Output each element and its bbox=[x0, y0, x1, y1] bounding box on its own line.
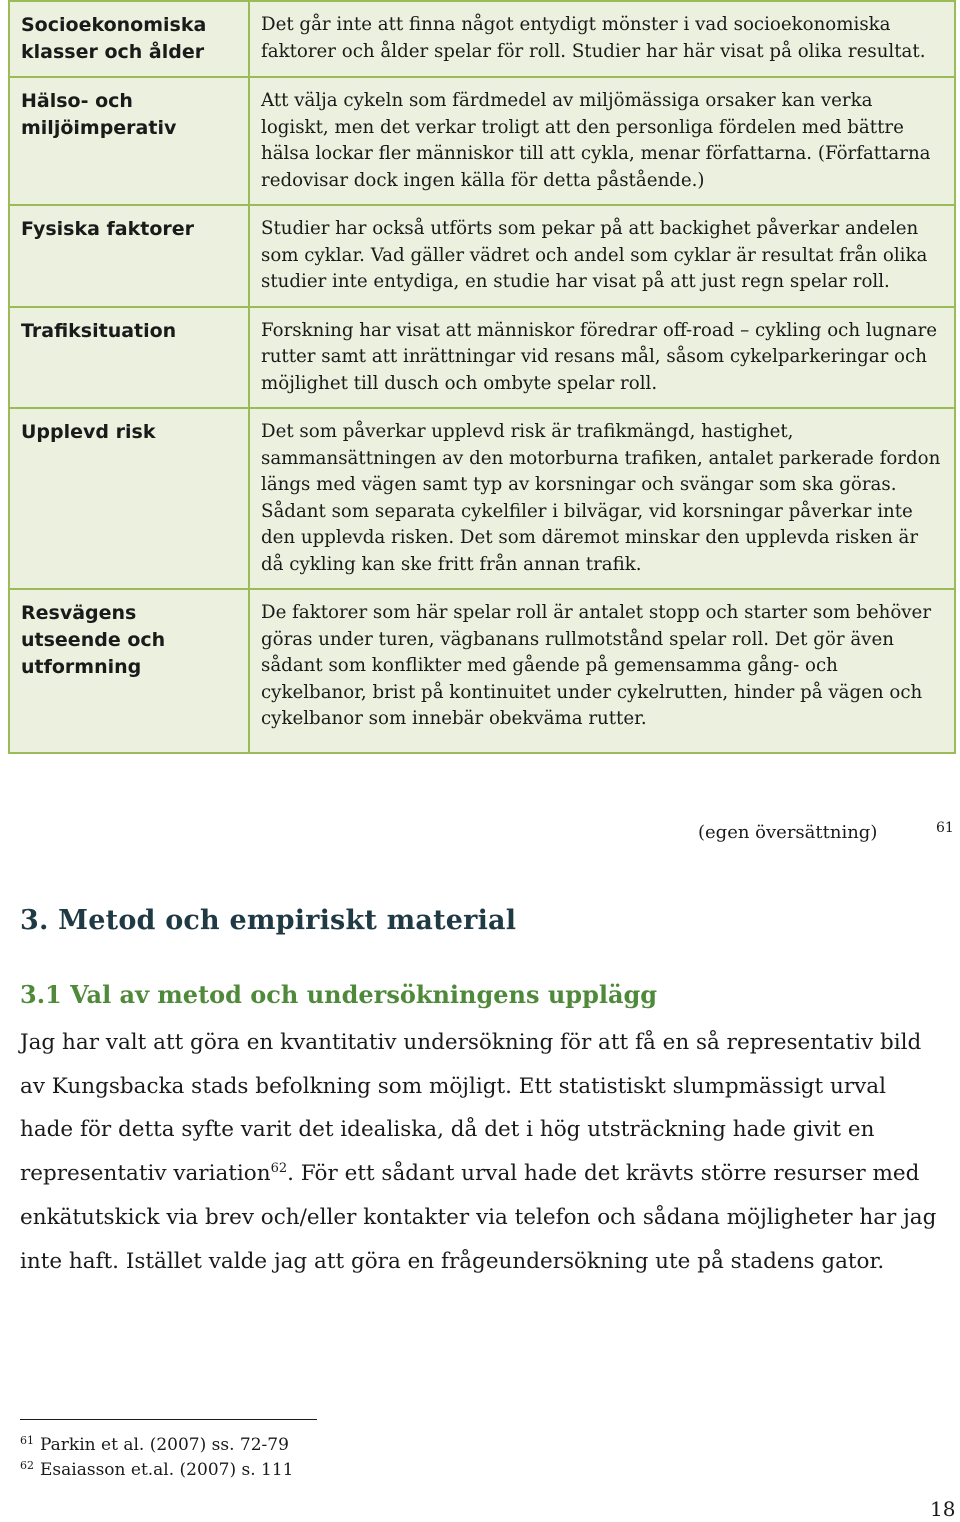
footnote-reference: 62 bbox=[270, 1161, 288, 1177]
footnote-text: Parkin et al. (2007) ss. 72-79 bbox=[40, 1435, 289, 1455]
table-row bbox=[9, 408, 955, 589]
page-number: 18 bbox=[930, 1497, 956, 1521]
footnote-number: 62 bbox=[20, 1459, 34, 1472]
factor-description: Det som påverkar upplevd risk är trafikmängd, hastighet, sammansättningen av den motorburna trafiken, antalet parkerade fordon längs med vägen samt typ av korsningar och svängar som ska göras. Sådant som separata cykelfiler i bilvägar, vid korsningar påverkar inte den upplevda risken. Det som däremot minskar den upplevda risken är då cykling kan ske fritt från annan trafik. bbox=[249, 408, 955, 589]
footnote bbox=[20, 1459, 293, 1480]
table-source-note: (egen översättning) bbox=[698, 822, 878, 843]
body-paragraph bbox=[20, 1021, 940, 1283]
factor-label: Socioekonomiska klasser och ålder bbox=[9, 1, 249, 77]
factor-label: Upplevd risk bbox=[9, 408, 249, 589]
factor-description: Att välja cykeln som färdmedel av miljömässiga orsaker kan verka logiskt, men det verkar troligt att den personliga fördelen med bättre hälsa lockar fler människor till att cykla, menar författarna. (Författarna redovisar dock ingen källa för detta påstående.) bbox=[249, 77, 955, 205]
factor-label: Fysiska faktorer bbox=[9, 205, 249, 307]
footnote bbox=[20, 1434, 289, 1455]
factor-label: Trafiksituation bbox=[9, 307, 249, 409]
factor-description: Studier har också utförts som pekar på att backighet påverkar andelen som cyklar. Vad gäller vädret och andel som cyklar är resultat från olika studier inte entydiga, en studie har visat på att just regn spelar roll. bbox=[249, 205, 955, 307]
paragraph-text: Jag har valt att göra en kvantitativ undersökning för att få en så representativ bild av Kungsbacka stads befolkning som möjligt. Ett statistiskt slumpmässigt urval hade för detta syfte varit det idealiska, då det i hög utsträckning hade givit en representativ variation bbox=[20, 1030, 922, 1187]
factor-label: Hälso- och miljöimperativ bbox=[9, 77, 249, 205]
factor-description: De faktorer som här spelar roll är antalet stopp och starter som behöver göras under turen, vägbanans rullmotstånd spelar roll. Det gör även sådant som konflikter med gående på gemensamma gång- och cykelbanor, brist på kontinuitet under cykelrutten, hinder på vägen och cykelbanor som innebär obekväma rutter. bbox=[249, 589, 955, 753]
table-row bbox=[9, 307, 955, 409]
table-row bbox=[9, 77, 955, 205]
section-heading: 3. Metod och empiriskt material bbox=[20, 905, 517, 936]
footnote-number: 61 bbox=[20, 1434, 34, 1447]
footnote-reference: 61 bbox=[936, 820, 954, 836]
factor-label: Resvägens utseende och utformning bbox=[9, 589, 249, 753]
footnote-text: Esaiasson et.al. (2007) s. 111 bbox=[40, 1460, 294, 1480]
footnote-separator bbox=[20, 1419, 317, 1420]
table-row bbox=[9, 1, 955, 77]
table-row bbox=[9, 589, 955, 753]
factors-table bbox=[8, 0, 956, 754]
subsection-heading: 3.1 Val av metod och undersökningens upplägg bbox=[20, 980, 658, 1009]
factor-description: Det går inte att finna något entydigt mönster i vad socioekonomiska faktorer och ålder spelar för roll. Studier har här visat på olika resultat. bbox=[249, 1, 955, 77]
paragraph-text: . För ett sådant urval hade det krävts större resurser med enkätutskick via brev och/eller kontakter via telefon och sådana möjligheter har jag inte haft. Istället valde jag att göra en frågeundersökning ute på stadens gator. bbox=[20, 1161, 937, 1274]
factor-description: Forskning har visat att människor föredrar off-road – cykling och lugnare rutter samt att inrättningar vid resans mål, såsom cykelparkeringar och möjlighet till dusch och ombyte spelar roll. bbox=[249, 307, 955, 409]
table-row bbox=[9, 205, 955, 307]
